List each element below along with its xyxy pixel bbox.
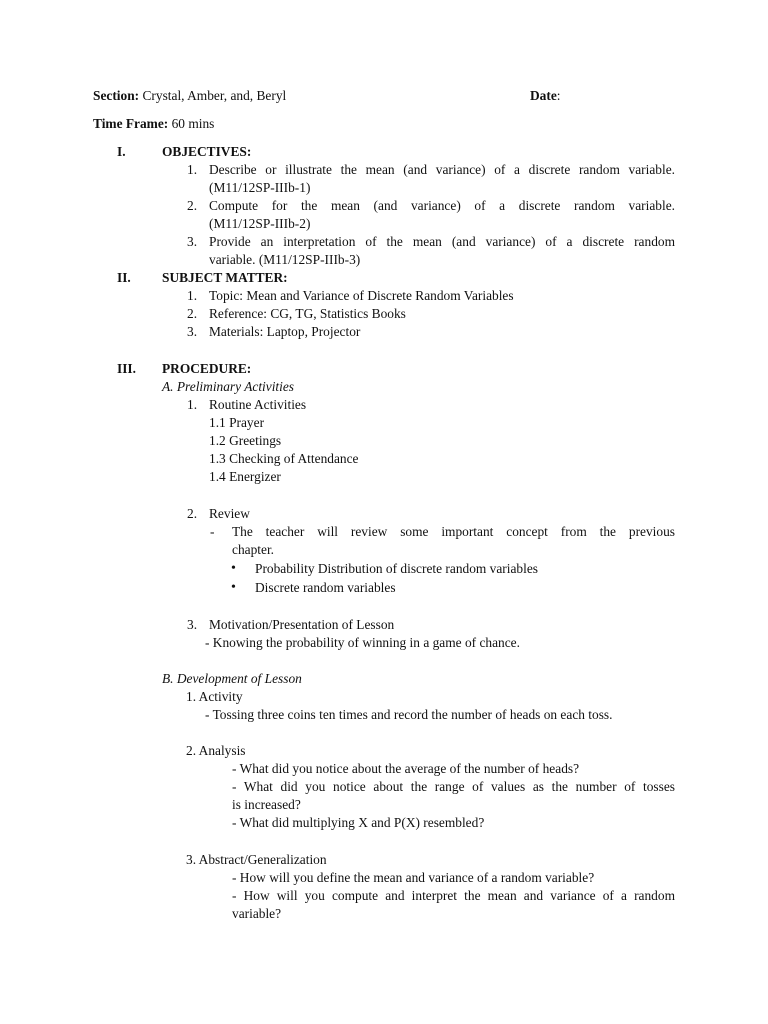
section-label: Section: (93, 88, 140, 103)
procedure-numeral: III. (117, 361, 136, 376)
date-label: Date (530, 88, 557, 103)
section-line (93, 88, 286, 104)
review-line1: The teacher will review some important concept from the previous (232, 524, 675, 539)
timeframe-label: Time Frame: (93, 116, 169, 131)
review-bullet-text: Discrete random variables (255, 580, 396, 595)
procedure-heading: PROCEDURE: (162, 361, 252, 376)
subject-item-2-text: Reference: CG, TG, Statistics Books (209, 306, 406, 321)
analysis-question: - What did multiplying X and P(X) resembled? (232, 815, 485, 830)
abstract-question: - How will you define the mean and variance of a random variable? (232, 870, 595, 885)
routine-item: 1.1 Prayer (209, 415, 265, 430)
timeframe-line (93, 116, 214, 132)
preliminary-heading: A. Preliminary Activities (162, 379, 295, 394)
section-value: Crystal, Amber, and, Beryl (142, 88, 287, 103)
subject-matter-heading: SUBJECT MATTER: (162, 270, 288, 285)
analysis-question: - What did you notice about the range of values as the number of tosses (232, 779, 675, 794)
objective-2-num: 2. (187, 198, 198, 213)
subject-matter-numeral: II. (117, 270, 131, 285)
review-dash: - (210, 524, 215, 539)
date-colon: : (556, 88, 561, 103)
abstract-label: 3. Abstract/Generalization (186, 852, 327, 867)
activity-label: 1. Activity (186, 689, 243, 704)
review-num: 2. (187, 506, 198, 521)
routine-label: Routine Activities (209, 397, 307, 412)
review-label: Review (209, 506, 250, 521)
bullet-icon: • (231, 580, 236, 595)
analysis-question-cont: is increased? (232, 797, 301, 812)
motivation-detail: - Knowing the probability of winning in a game of chance. (205, 635, 520, 650)
subject-item-1-text: Topic: Mean and Variance of Discrete Random Variables (209, 288, 514, 303)
objective-1-line1: Describe or illustrate the mean (and variance) of a discrete random variable. (209, 162, 675, 177)
review-bullet-text: Probability Distribution of discrete random variables (255, 561, 539, 576)
motivation-label: Motivation/Presentation of Lesson (209, 617, 395, 632)
subject-item-3-num: 3. (187, 324, 198, 339)
subject-item-3-text: Materials: Laptop, Projector (209, 324, 361, 339)
subject-item-1-num: 1. (187, 288, 198, 303)
activity-detail: - Tossing three coins ten times and record the number of heads on each toss. (205, 707, 613, 722)
objective-3-line2: variable. (M11/12SP-IIIb-3) (209, 252, 361, 267)
analysis-question: - What did you notice about the average of the number of heads? (232, 761, 580, 776)
routine-num: 1. (187, 397, 198, 412)
subject-item-2-num: 2. (187, 306, 198, 321)
routine-item: 1.4 Energizer (209, 469, 281, 484)
review-line2: chapter. (232, 542, 275, 557)
objective-2-line2: (M11/12SP-IIIb-2) (209, 216, 311, 231)
routine-item: 1.3 Checking of Attendance (209, 451, 359, 466)
abstract-question: - How will you compute and interpret the mean and variance of a random (232, 888, 675, 903)
abstract-question-cont: variable? (232, 906, 282, 921)
motivation-num: 3. (187, 617, 198, 632)
date-line (530, 88, 561, 104)
timeframe-value: 60 mins (171, 116, 215, 131)
objective-3-line1: Provide an interpretation of the mean (and variance) of a discrete random (209, 234, 675, 249)
objective-2-line1: Compute for the mean (and variance) of a discrete random variable. (209, 198, 675, 213)
bullet-icon: • (231, 561, 236, 576)
objective-3-num: 3. (187, 234, 198, 249)
routine-item: 1.2 Greetings (209, 433, 282, 448)
objective-1-num: 1. (187, 162, 198, 177)
objective-1-line2: (M11/12SP-IIIb-1) (209, 180, 311, 195)
objectives-heading: OBJECTIVES: (162, 144, 252, 159)
objectives-numeral: I. (117, 144, 126, 159)
development-heading: B. Development of Lesson (162, 671, 302, 686)
analysis-label: 2. Analysis (186, 743, 246, 758)
